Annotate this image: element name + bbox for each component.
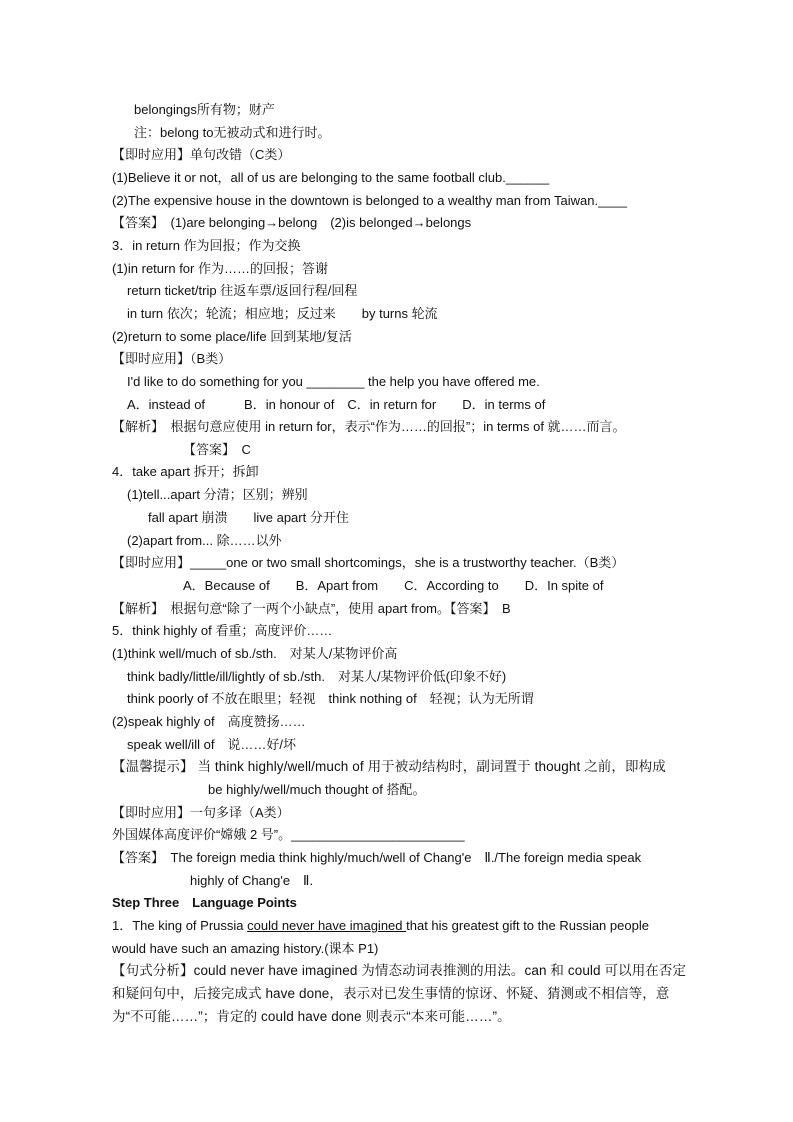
analysis-line: 【句式分析】could never have imagined 为情态动词表推测的用法。can 和 could 可以用在否定 — [112, 963, 687, 978]
text-line: (1)think well/much of sb./sth. 对某人/某物评价高 — [112, 646, 398, 661]
text-segment: that his greatest gift to the Russian people — [406, 918, 649, 933]
text-line: (2)apart from... 除……以外 — [127, 533, 282, 548]
section-heading: 【即时应用】单句改错（C类） — [112, 147, 291, 162]
answer-line: 【答案】 The foreign media think highly/much/well of Chang'e Ⅱ./The foreign media speak — [112, 850, 642, 865]
text-line: (2)speak highly of 高度赞扬…… — [112, 714, 306, 729]
text-line: think badly/little/ill/lightly of sb./sth. 对某人/某物评价低(印象不好) — [127, 669, 507, 684]
options-line: A．instead of B．in honour of C．in return for D．in terms of — [127, 397, 546, 412]
text-line — [112, 917, 649, 935]
analysis-line: 【解析】 根据句意应使用 in return for，表示“作为……的回报”；in terms of 就……而言。 — [112, 419, 626, 434]
section-heading: 【即时应用】（B类） — [112, 351, 232, 366]
tip-line: be highly/well/much thought of 搭配。 — [208, 782, 426, 797]
exercise-line: (1)Believe it or not，all of us are belonging to the same football club.______ — [112, 170, 550, 185]
section-heading: 3．in return 作为回报；作为交换 — [112, 238, 301, 253]
section-heading: 5．think highly of 看重；高度评价…… — [112, 623, 333, 638]
text-line: (2)return to some place/life 回到某地/复活 — [112, 329, 352, 344]
underlined-phrase: could never have imagined — [247, 918, 407, 933]
text-line: speak well/ill of 说……好/坏 — [127, 737, 297, 752]
options-line: A．Because of B．Apart from C．According to D．In spite of — [183, 578, 604, 593]
text-line: (1)tell...apart 分清；区别；辨别 — [127, 487, 308, 502]
text-line: 注：belong to无被动式和进行时。 — [134, 125, 331, 140]
text-line: (1)in return for 作为……的回报；答谢 — [112, 261, 328, 276]
text-line: in turn 依次；轮流；相应地；反过来 by turns 轮流 — [127, 306, 438, 321]
text-line: belongings所有物；财产 — [134, 102, 275, 117]
answer-line: 【答案】 C — [183, 442, 251, 457]
analysis-line: 为“不可能……”；肯定的 could have done 则表示“本来可能……”。 — [112, 1009, 511, 1024]
text-line: return ticket/trip 往返车票/返回行程/回程 — [127, 283, 358, 298]
section-heading: 【即时应用】一句多译（A类） — [112, 805, 290, 820]
exercise-line: 【即时应用】_____one or two small shortcomings，she is a trustworthy teacher.（B类） — [112, 555, 625, 570]
tip-line: 【温馨提示】 当 think highly/well/much of 用于被动结构时，副词置于 thought 之前，即构成 — [112, 759, 666, 774]
text-line: think poorly of 不放在眼里；轻视 think nothing of 轻视；认为无所谓 — [127, 691, 534, 706]
answer-line: 【答案】 (1)are belonging→belong (2)is belonged→belongs — [112, 215, 472, 230]
answer-line: highly of Chang'e Ⅱ. — [190, 873, 314, 888]
analysis-line: 和疑问句中，后接完成式 have done，表示对已发生事情的惊讶、怀疑、猜测或不相信等，意 — [112, 986, 670, 1001]
text-segment: 1．The king of Prussia — [112, 918, 248, 933]
text-line: would have such an amazing history.(课本 P1) — [112, 941, 379, 956]
analysis-line: 【解析】 根据句意“除了一两个小缺点”，使用 apart from。【答案】 B — [112, 601, 511, 616]
text-line: fall apart 崩溃 live apart 分开住 — [148, 510, 349, 525]
exercise-line: (2)The expensive house in the downtown is belonged to a wealthy man from Taiwan.____ — [112, 193, 628, 208]
step-heading: Step Three Language Points — [112, 895, 297, 910]
section-heading: 4．take apart 拆开；拆卸 — [112, 464, 259, 479]
exercise-line: I'd like to do something for you ________ the help you have offered me. — [127, 374, 540, 389]
exercise-line: 外国媒体高度评价“嫦娥 2 号”。________________________ — [112, 827, 465, 842]
